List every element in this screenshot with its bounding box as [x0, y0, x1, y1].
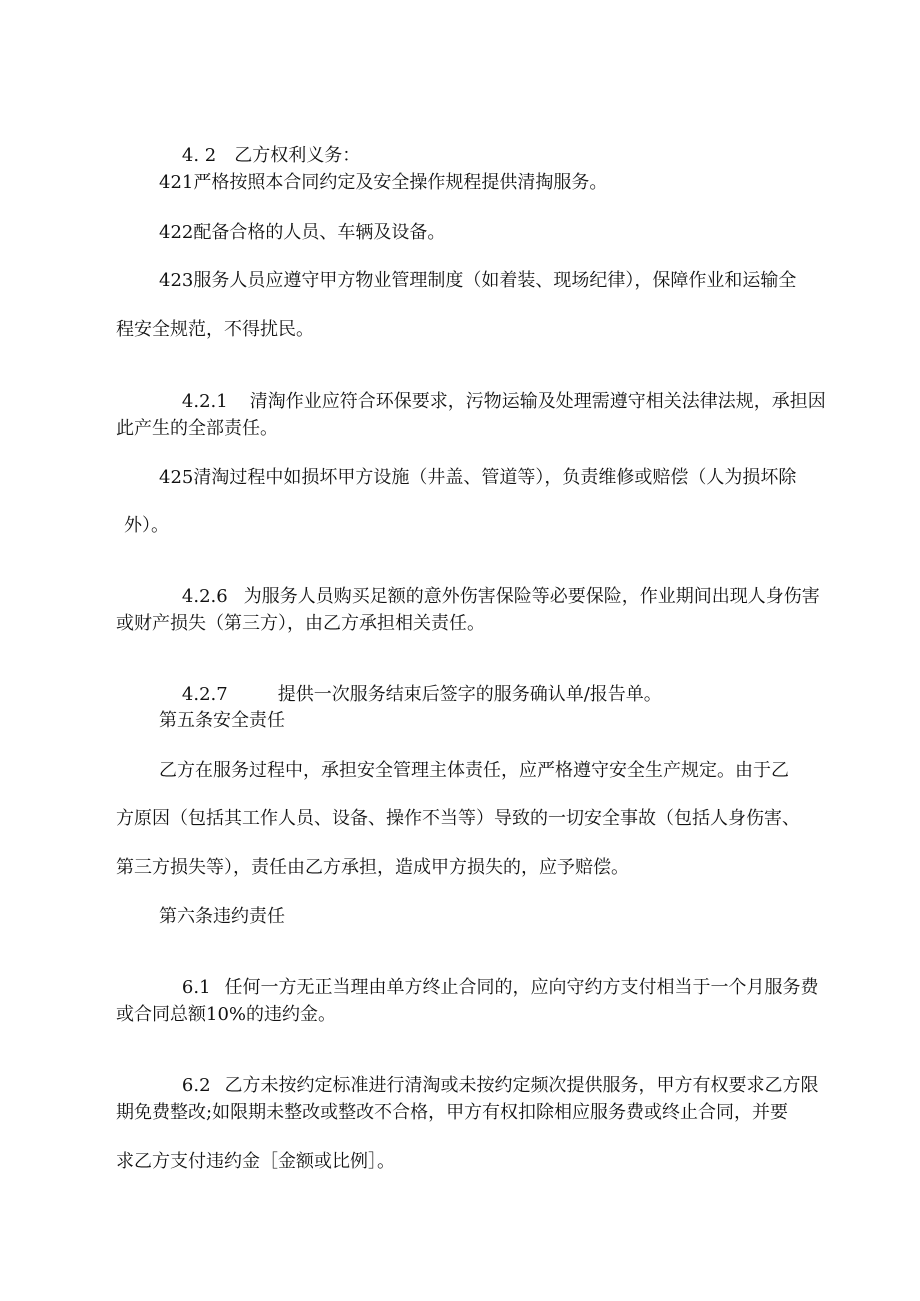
item-6-2-line2: 期免费整改;如限期未整改或整改不合格，甲方有权扣除相应服务费或终止合同，并要: [116, 1102, 789, 1123]
article-5-title: 第五条安全责任: [159, 710, 285, 731]
item-number: 4.2.7: [181, 684, 228, 705]
item-4-2-7: 4.2.7 提供一次服务结束后签字的服务确认单/报告单。: [181, 684, 662, 705]
article-5-line3: 第三方损失等），责任由乙方承担，造成甲方损失的，应予赔偿。: [116, 857, 629, 878]
article-6-title: 第六条违约责任: [159, 906, 285, 927]
item-6-2-line3: 求乙方支付违约金［金额或比例］。: [116, 1151, 395, 1172]
section-number: 4. 2: [181, 145, 217, 166]
section-title: 乙方权利义务：: [234, 145, 361, 166]
item-number: 6.1: [181, 977, 211, 998]
item-6-1-line1: 6.1 任何一方无正当理由单方终止合同的，应向守约方支付相当于一个月服务费: [181, 977, 819, 998]
item-421: 421严格按照本合同约定及安全操作规程提供清掏服务。: [159, 172, 608, 193]
item-number: 4.2.1: [181, 391, 228, 412]
item-4-2-1-line2: 此产生的全部责任。: [116, 418, 278, 439]
article-5-line2: 方原因（包括其工作人员、设备、操作不当等）导致的一切安全事故（包括人身伤害、: [116, 808, 800, 829]
item-422: 422配备合格的人员、车辆及设备。: [159, 222, 446, 243]
item-number: 4.2.6: [181, 586, 228, 607]
item-425-line1: 425清淘过程中如损坏甲方设施（井盖、管道等），负责维修或赔偿（人为损坏除: [159, 467, 797, 488]
item-4-2-6-line1: 4.2.6 为服务人员购买足额的意外伤害保险等必要保险，作业期间出现人身伤害: [181, 586, 820, 607]
item-number: 6.2: [181, 1075, 211, 1096]
item-4-2-1-line1: 4.2.1 清淘作业应符合环保要求，污物运输及处理需遵守相关法律法规，承担因: [181, 391, 826, 412]
item-425-line2: 外）。: [124, 515, 169, 536]
item-6-1-line2: 或合同总额10%的违约金。: [116, 1004, 337, 1025]
item-423-line2: 程安全规范，不得扰民。: [116, 319, 314, 340]
item-4-2-6-line2: 或财产损失（第三方），由乙方承担相关责任。: [116, 613, 485, 634]
item-6-2-line1: 6.2 乙方未按约定标准进行清淘或未按约定频次提供服务，甲方有权要求乙方限: [181, 1075, 819, 1096]
item-423-line1: 423服务人员应遵守甲方物业管理制度（如着装、现场纪律），保障作业和运输全: [159, 270, 797, 291]
article-5-line1: 乙方在服务过程中，承担安全管理主体责任，应严格遵守安全生产规定。由于乙: [159, 760, 789, 781]
